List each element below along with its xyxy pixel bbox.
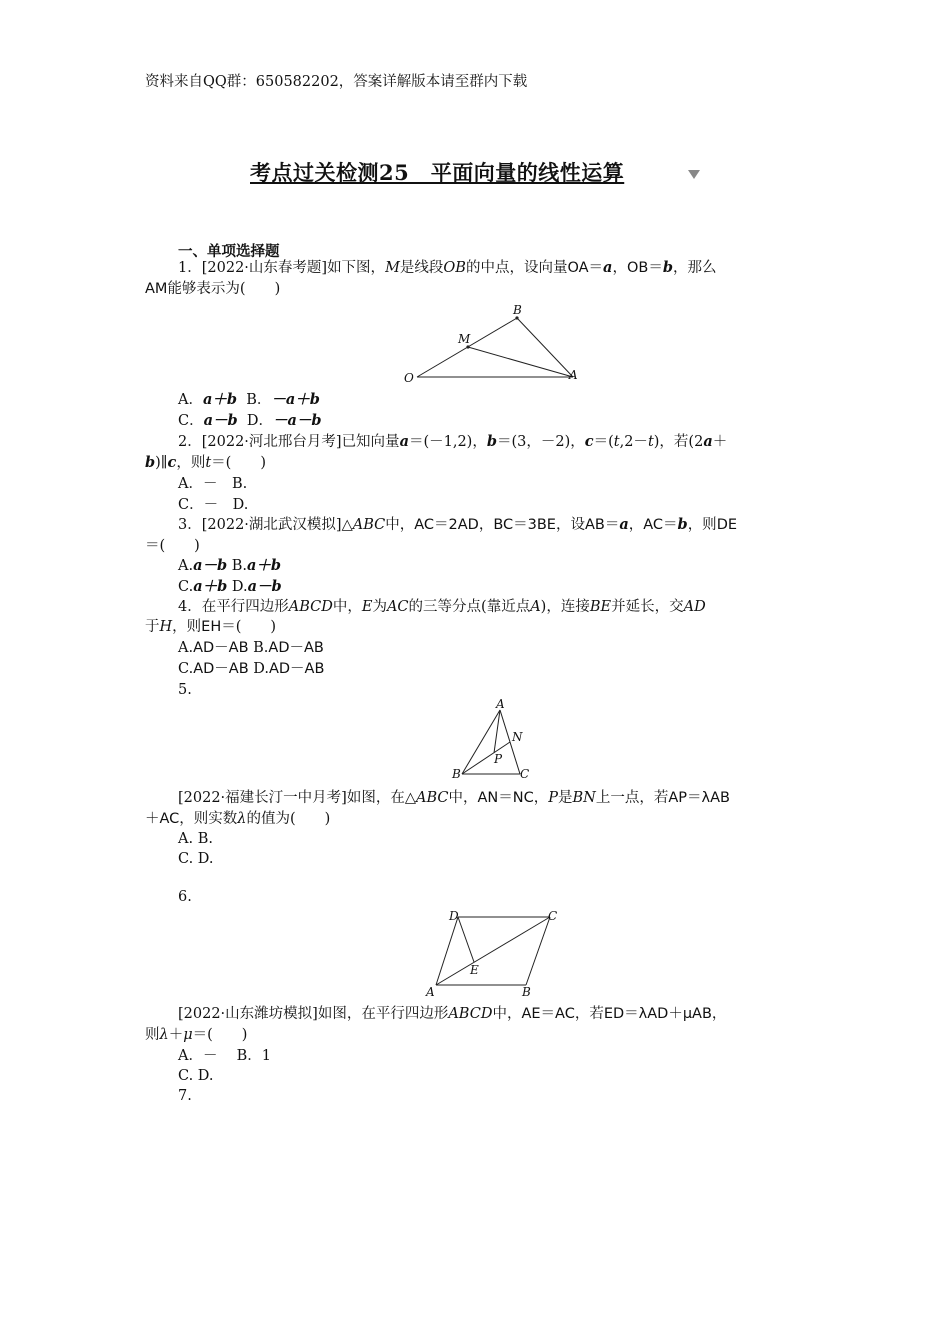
- option-c: a＋b: [193, 578, 228, 595]
- option-a: AD－AB: [193, 640, 249, 656]
- vector-expression: AP＝λAB: [668, 790, 730, 806]
- text: 的三等分点(靠近点: [408, 599, 531, 615]
- math-var: ABCD: [448, 1006, 493, 1022]
- vector-a: a: [399, 433, 409, 450]
- label-o: O: [404, 371, 414, 385]
- option-a-label: A.: [178, 558, 194, 574]
- option-b-label: B.: [253, 640, 269, 656]
- option-b-label: B．: [246, 392, 272, 408]
- q6-source: [2022·山东潍坊模拟]: [178, 1006, 318, 1022]
- text: ，: [612, 260, 627, 276]
- segment-cb: [526, 917, 550, 985]
- text: ，若: [574, 1006, 604, 1022]
- dropdown-marker-icon: [688, 170, 700, 179]
- text: 在平行四边形: [201, 599, 289, 615]
- text: ，则: [172, 619, 202, 635]
- q7-number: 7.: [178, 1088, 192, 1104]
- text: 如图，在△: [346, 790, 416, 806]
- text: ，那么: [672, 260, 717, 276]
- label-a: A: [426, 985, 435, 999]
- q6-stem-line1: [178, 1004, 726, 1024]
- vector-am: AM: [145, 281, 168, 297]
- label-c: C: [520, 767, 530, 781]
- vector-b: b: [662, 259, 673, 276]
- math-var: AC: [386, 599, 409, 615]
- text: ＝: [588, 260, 604, 276]
- source-note: 资料来自QQ群：650582202，答案详解版本请至群内下载: [145, 74, 528, 90]
- option-a: a－b: [193, 557, 228, 574]
- label-p: P: [494, 752, 503, 766]
- label-n: N: [512, 730, 523, 744]
- q5-number: 5.: [178, 682, 192, 698]
- text: ＝( ): [192, 1027, 248, 1043]
- segment-ac: [436, 917, 550, 985]
- text: ＋: [712, 434, 728, 450]
- label-b: B: [522, 985, 531, 999]
- text: ,2－: [619, 434, 648, 450]
- text: )∥: [155, 455, 168, 471]
- math-var: ABCD: [288, 599, 333, 615]
- text: △: [341, 517, 353, 533]
- math-var: P: [548, 790, 558, 806]
- label-m: M: [458, 332, 471, 346]
- text: ，: [533, 790, 549, 806]
- option-a: a＋b: [202, 391, 238, 408]
- text: ＝(－1,2)，: [408, 434, 487, 450]
- math-var: λ: [159, 1027, 169, 1043]
- option-c-label: C.: [178, 579, 194, 595]
- q1-options-cd: [178, 411, 322, 431]
- math-var: t: [613, 434, 620, 450]
- q1-stem-line2: [145, 279, 280, 299]
- segment-ma: [468, 347, 573, 377]
- segment-bn: [462, 742, 510, 774]
- q2-options-cd: C．－ D.: [178, 497, 249, 513]
- section-heading: 一、单项选择题: [178, 243, 280, 260]
- vector-expression: ＋AC: [145, 811, 180, 827]
- vector-relation: AN＝NC: [477, 790, 534, 806]
- q1-source: [2022·山东春考题]: [201, 260, 328, 276]
- segment-da: [436, 917, 458, 985]
- q2-stem-line2: [145, 453, 266, 473]
- q5-stem-line2: [145, 809, 330, 829]
- option-d: a－b: [247, 578, 282, 595]
- text: 上一点，若: [595, 790, 669, 806]
- q3-options-ab: [178, 556, 281, 576]
- label-a: A: [569, 368, 578, 382]
- label-b: B: [513, 303, 522, 317]
- text: ＝: [604, 517, 620, 533]
- q4-number: 4．: [178, 599, 202, 615]
- q6-figure: [420, 905, 570, 1001]
- math-var: ABC: [415, 790, 449, 806]
- math-var: H: [159, 619, 173, 635]
- text: ＝(: [593, 434, 614, 450]
- math-var: BN: [572, 790, 596, 806]
- math-var: μ: [183, 1027, 193, 1043]
- q2-source: [2022·河北邢台月考]: [201, 434, 342, 450]
- text: 则: [145, 1027, 160, 1043]
- option-d: －a－b: [273, 412, 322, 429]
- q1-figure: [395, 300, 595, 390]
- text: )，连接: [540, 599, 590, 615]
- text: ，则实数: [179, 811, 238, 827]
- option-d: AD－AB: [268, 661, 325, 677]
- q5-stem-line1: [178, 788, 730, 808]
- vector-expression: ED＝λAD＋μAB: [603, 1006, 712, 1022]
- q2-stem-line1: [178, 432, 727, 452]
- text: ＝(3，－2)，: [496, 434, 585, 450]
- option-b: －a＋b: [271, 391, 320, 408]
- vector-de: DE: [716, 517, 738, 533]
- text: 能够表示为( ): [167, 281, 281, 297]
- math-var: t: [647, 434, 654, 450]
- text: ，则: [687, 517, 717, 533]
- math-var: A: [530, 599, 541, 615]
- text: 是线段: [399, 260, 444, 276]
- vector-ac: AC: [643, 517, 664, 533]
- text: ＋: [168, 1027, 184, 1043]
- q3-source: [2022·湖北武汉模拟]: [201, 517, 342, 533]
- math-var: OB: [443, 260, 466, 276]
- vector-relation: AC＝2AD，BC＝3BE: [414, 517, 556, 533]
- q6-stem-line2: [145, 1025, 247, 1045]
- text: 如图，在平行四边形: [317, 1006, 449, 1022]
- segment-de: [458, 917, 474, 962]
- math-var: λ: [237, 811, 247, 827]
- q2-number: 2．: [178, 434, 202, 450]
- q3-number: 3．: [178, 517, 202, 533]
- label-a: A: [496, 698, 505, 711]
- text: 中，: [385, 517, 415, 533]
- math-var: t: [205, 455, 212, 471]
- text: 并延长，交: [611, 599, 684, 615]
- label-b: B: [452, 767, 461, 781]
- label-e: E: [470, 963, 479, 977]
- text: ＝: [648, 260, 663, 276]
- text: 中，: [448, 790, 478, 806]
- text: 是: [558, 790, 573, 806]
- text: )，若(2: [653, 434, 704, 450]
- text: 为: [372, 599, 387, 615]
- text: 已知向量: [341, 434, 400, 450]
- math-var: M: [385, 260, 400, 276]
- text: ，: [628, 517, 644, 533]
- label-c: C: [548, 909, 558, 923]
- q4-stem-line2: [145, 617, 276, 637]
- q6-options-cd: C. D.: [178, 1068, 214, 1084]
- text: ＝: [663, 517, 678, 533]
- q6-options-ab: A．－ B．1: [178, 1048, 271, 1064]
- text: 的中点，设向量: [465, 260, 568, 276]
- text: ＝( ): [221, 619, 277, 635]
- option-d-label: D.: [253, 661, 269, 677]
- option-c-label: C.: [178, 661, 194, 677]
- option-d-label: D.: [231, 579, 248, 595]
- option-d-label: D．: [246, 413, 274, 429]
- q3-stem-line2: ＝( ): [145, 538, 200, 554]
- option-b: AD－AB: [268, 640, 324, 656]
- vector-ob: OB: [626, 260, 649, 276]
- math-var: E: [361, 599, 373, 615]
- vector-a: a: [703, 433, 713, 450]
- text: 中，: [332, 599, 362, 615]
- q3-stem-line1: [178, 515, 737, 535]
- text: ，设: [555, 517, 585, 533]
- text: 如下图，: [327, 260, 386, 276]
- option-b: a＋b: [247, 557, 282, 574]
- math-var: ABC: [352, 517, 386, 533]
- q5-options-ab: A. B.: [178, 831, 213, 847]
- q1-number: 1．: [178, 260, 202, 276]
- vector-c: c: [167, 454, 177, 471]
- q2-options-ab: A．－ B.: [178, 476, 248, 492]
- vector-eh: EH: [201, 619, 222, 635]
- option-a-label: A.: [178, 640, 194, 656]
- text: ，: [711, 1006, 727, 1022]
- label-d: D: [449, 909, 459, 923]
- vector-b: b: [486, 433, 497, 450]
- option-b-label: B.: [231, 558, 248, 574]
- vector-oa: OA: [567, 260, 589, 276]
- option-a-label: A．: [178, 392, 203, 408]
- page-title: 考点过关检测25 平面向量的线性运算: [250, 160, 625, 185]
- vector-relation: AE＝AC: [521, 1006, 575, 1022]
- q6-number: 6.: [178, 889, 192, 905]
- q5-options-cd: C. D.: [178, 851, 214, 867]
- vector-a: a: [619, 516, 629, 533]
- segment-ba: [517, 318, 573, 377]
- option-c: AD－AB: [193, 661, 249, 677]
- vector-b: b: [677, 516, 688, 533]
- vector-c: c: [584, 433, 594, 450]
- text: ，则: [176, 455, 206, 471]
- q1-options-ab: [178, 390, 320, 410]
- option-c: a－b: [203, 412, 238, 429]
- text: ＝( ): [211, 455, 266, 471]
- q1-stem-line1: [178, 258, 716, 278]
- text: 的值为( ): [246, 811, 331, 827]
- q4-stem-line1: [178, 597, 706, 617]
- q5-source: [2022·福建长汀一中月考]: [178, 790, 347, 806]
- segment-ap: [494, 710, 500, 753]
- vector-b: b: [145, 454, 156, 471]
- text: 于: [145, 619, 160, 635]
- option-c-label: C．: [178, 413, 204, 429]
- q5-figure: [448, 698, 538, 784]
- vector-a: a: [603, 259, 613, 276]
- math-var: AD: [683, 599, 706, 615]
- q3-options-cd: [178, 577, 282, 597]
- q4-options-ab: [178, 638, 324, 658]
- q4-options-cd: [178, 659, 324, 679]
- math-var: BE: [589, 599, 612, 615]
- text: 中，: [492, 1006, 522, 1022]
- vector-ab: AB: [584, 517, 605, 533]
